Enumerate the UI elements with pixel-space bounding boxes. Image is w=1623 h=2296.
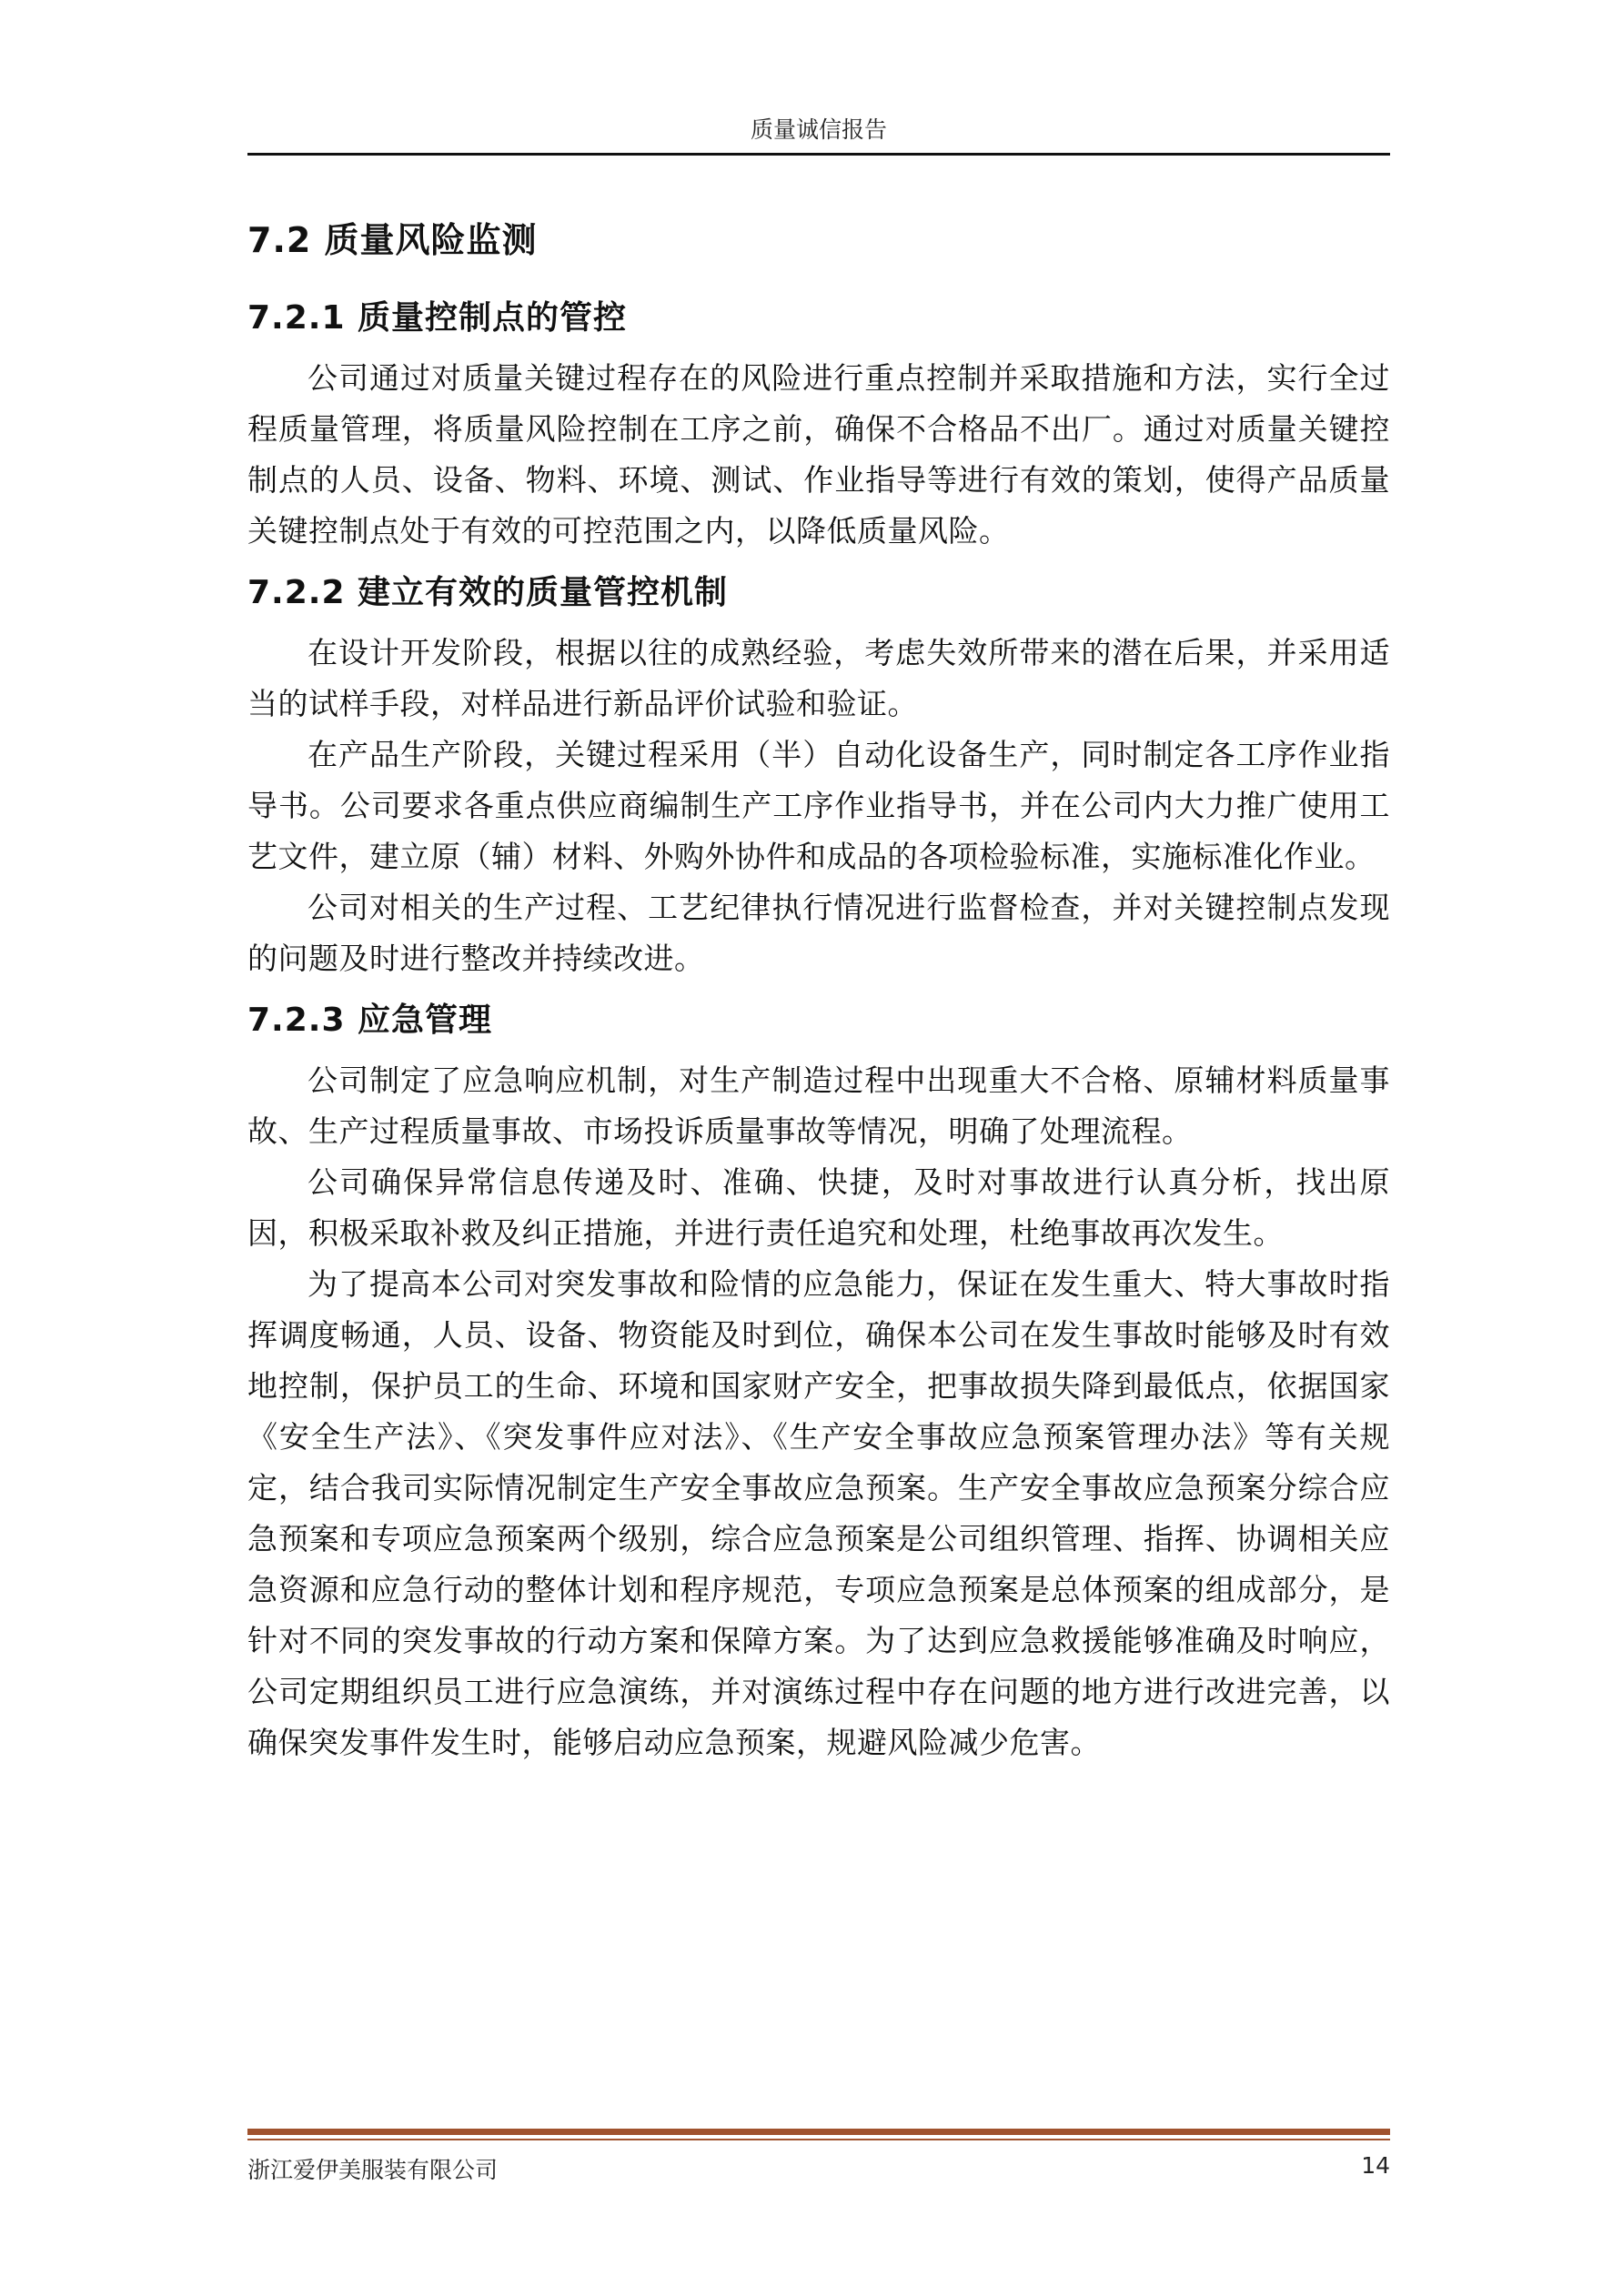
paragraph: 在产品生产阶段，关键过程采用（半）自动化设备生产，同时制定各工序作业指导书。公司要求各重点供应商编制生产工序作业指导书，并在公司内大力推广使用工艺文件，建立原（辅）材料、外购外协件和成品的各项检验标准，实施标准化作业。 (247, 737, 1390, 874)
footer-company-name: 浙江爱伊美服装有限公司 (247, 2157, 499, 2183)
subsection-title-7-2-2: 7.2.2 建立有效的质量管控机制 (247, 574, 729, 611)
paragraph: 公司制定了应急响应机制，对生产制造过程中出现重大不合格、原辅材料质量事故、生产过程质量事故、市场投诉质量事故等情况，明确了处理流程。 (247, 1062, 1390, 1149)
paragraph: 公司确保异常信息传递及时、准确、快捷，及时对事故进行认真分析，找出原因，积极采取补救及纠正措施，并进行责任追究和处理，杜绝事故再次发生。 (247, 1164, 1390, 1251)
footer-divider-thick (247, 2129, 1390, 2135)
section-title: 7.2 质量风险监测 (247, 220, 538, 260)
paragraph: 公司通过对质量关键过程存在的风险进行重点控制并采取措施和方法，实行全过程质量管理，将质量风险控制在工序之前，确保不合格品不出厂。通过对质量关键控制点的人员、设备、物料、环境、测试、作业指导等进行有效的策划，使得产品质量关键控制点处于有效的可控范围之内，以降低质量风险。 (247, 360, 1390, 549)
page-header-title: 质量诚信报告 (750, 116, 887, 143)
footer-divider-thin (247, 2139, 1390, 2140)
paragraph: 在设计开发阶段，根据以往的成熟经验，考虑失效所带来的潜在后果，并采用适当的试样手段，对样品进行新品评价试验和验证。 (247, 635, 1390, 721)
page-number: 14 (1361, 2152, 1390, 2179)
header-divider (247, 153, 1390, 156)
paragraph: 公司对相关的生产过程、工艺纪律执行情况进行监督检查，并对关键控制点发现的问题及时进行整改并持续改进。 (247, 890, 1390, 976)
subsection-title-7-2-1: 7.2.1 质量控制点的管控 (247, 299, 628, 337)
page-content (247, 206, 1390, 1768)
paragraph: 为了提高本公司对突发事故和险情的应急能力，保证在发生重大、特大事故时指挥调度畅通，人员、设备、物资能及时到位，确保本公司在发生事故时能够及时有效地控制，保护员工的生命、环境和国家财产安全，把事故损失降到最低点，依据国家《安全生产法》、《突发事件应对法》、《生产安全事故应急预案管理办法》等有关规定，结合我司实际情况制定生产安全事故应急预案。生产安全事故应急预案分综合应急预案和专项应急预案两个级别，综合应急预案是公司组织管理、指挥、协调相关应急资源和应急行动的整体计划和程序规范，专项应急预案是总体预案的组成部分，是针对不同的突发事故的行动方案和保障方案。为了达到应急救援能够准确及时响应，公司定期组织员工进行应急演练，并对演练过程中存在问题的地方进行改进完善，以确保突发事件发生时，能够启动应急预案，规避风险减少危害。 (247, 1266, 1390, 1760)
subsection-title-7-2-3: 7.2.3 应急管理 (247, 1002, 493, 1039)
